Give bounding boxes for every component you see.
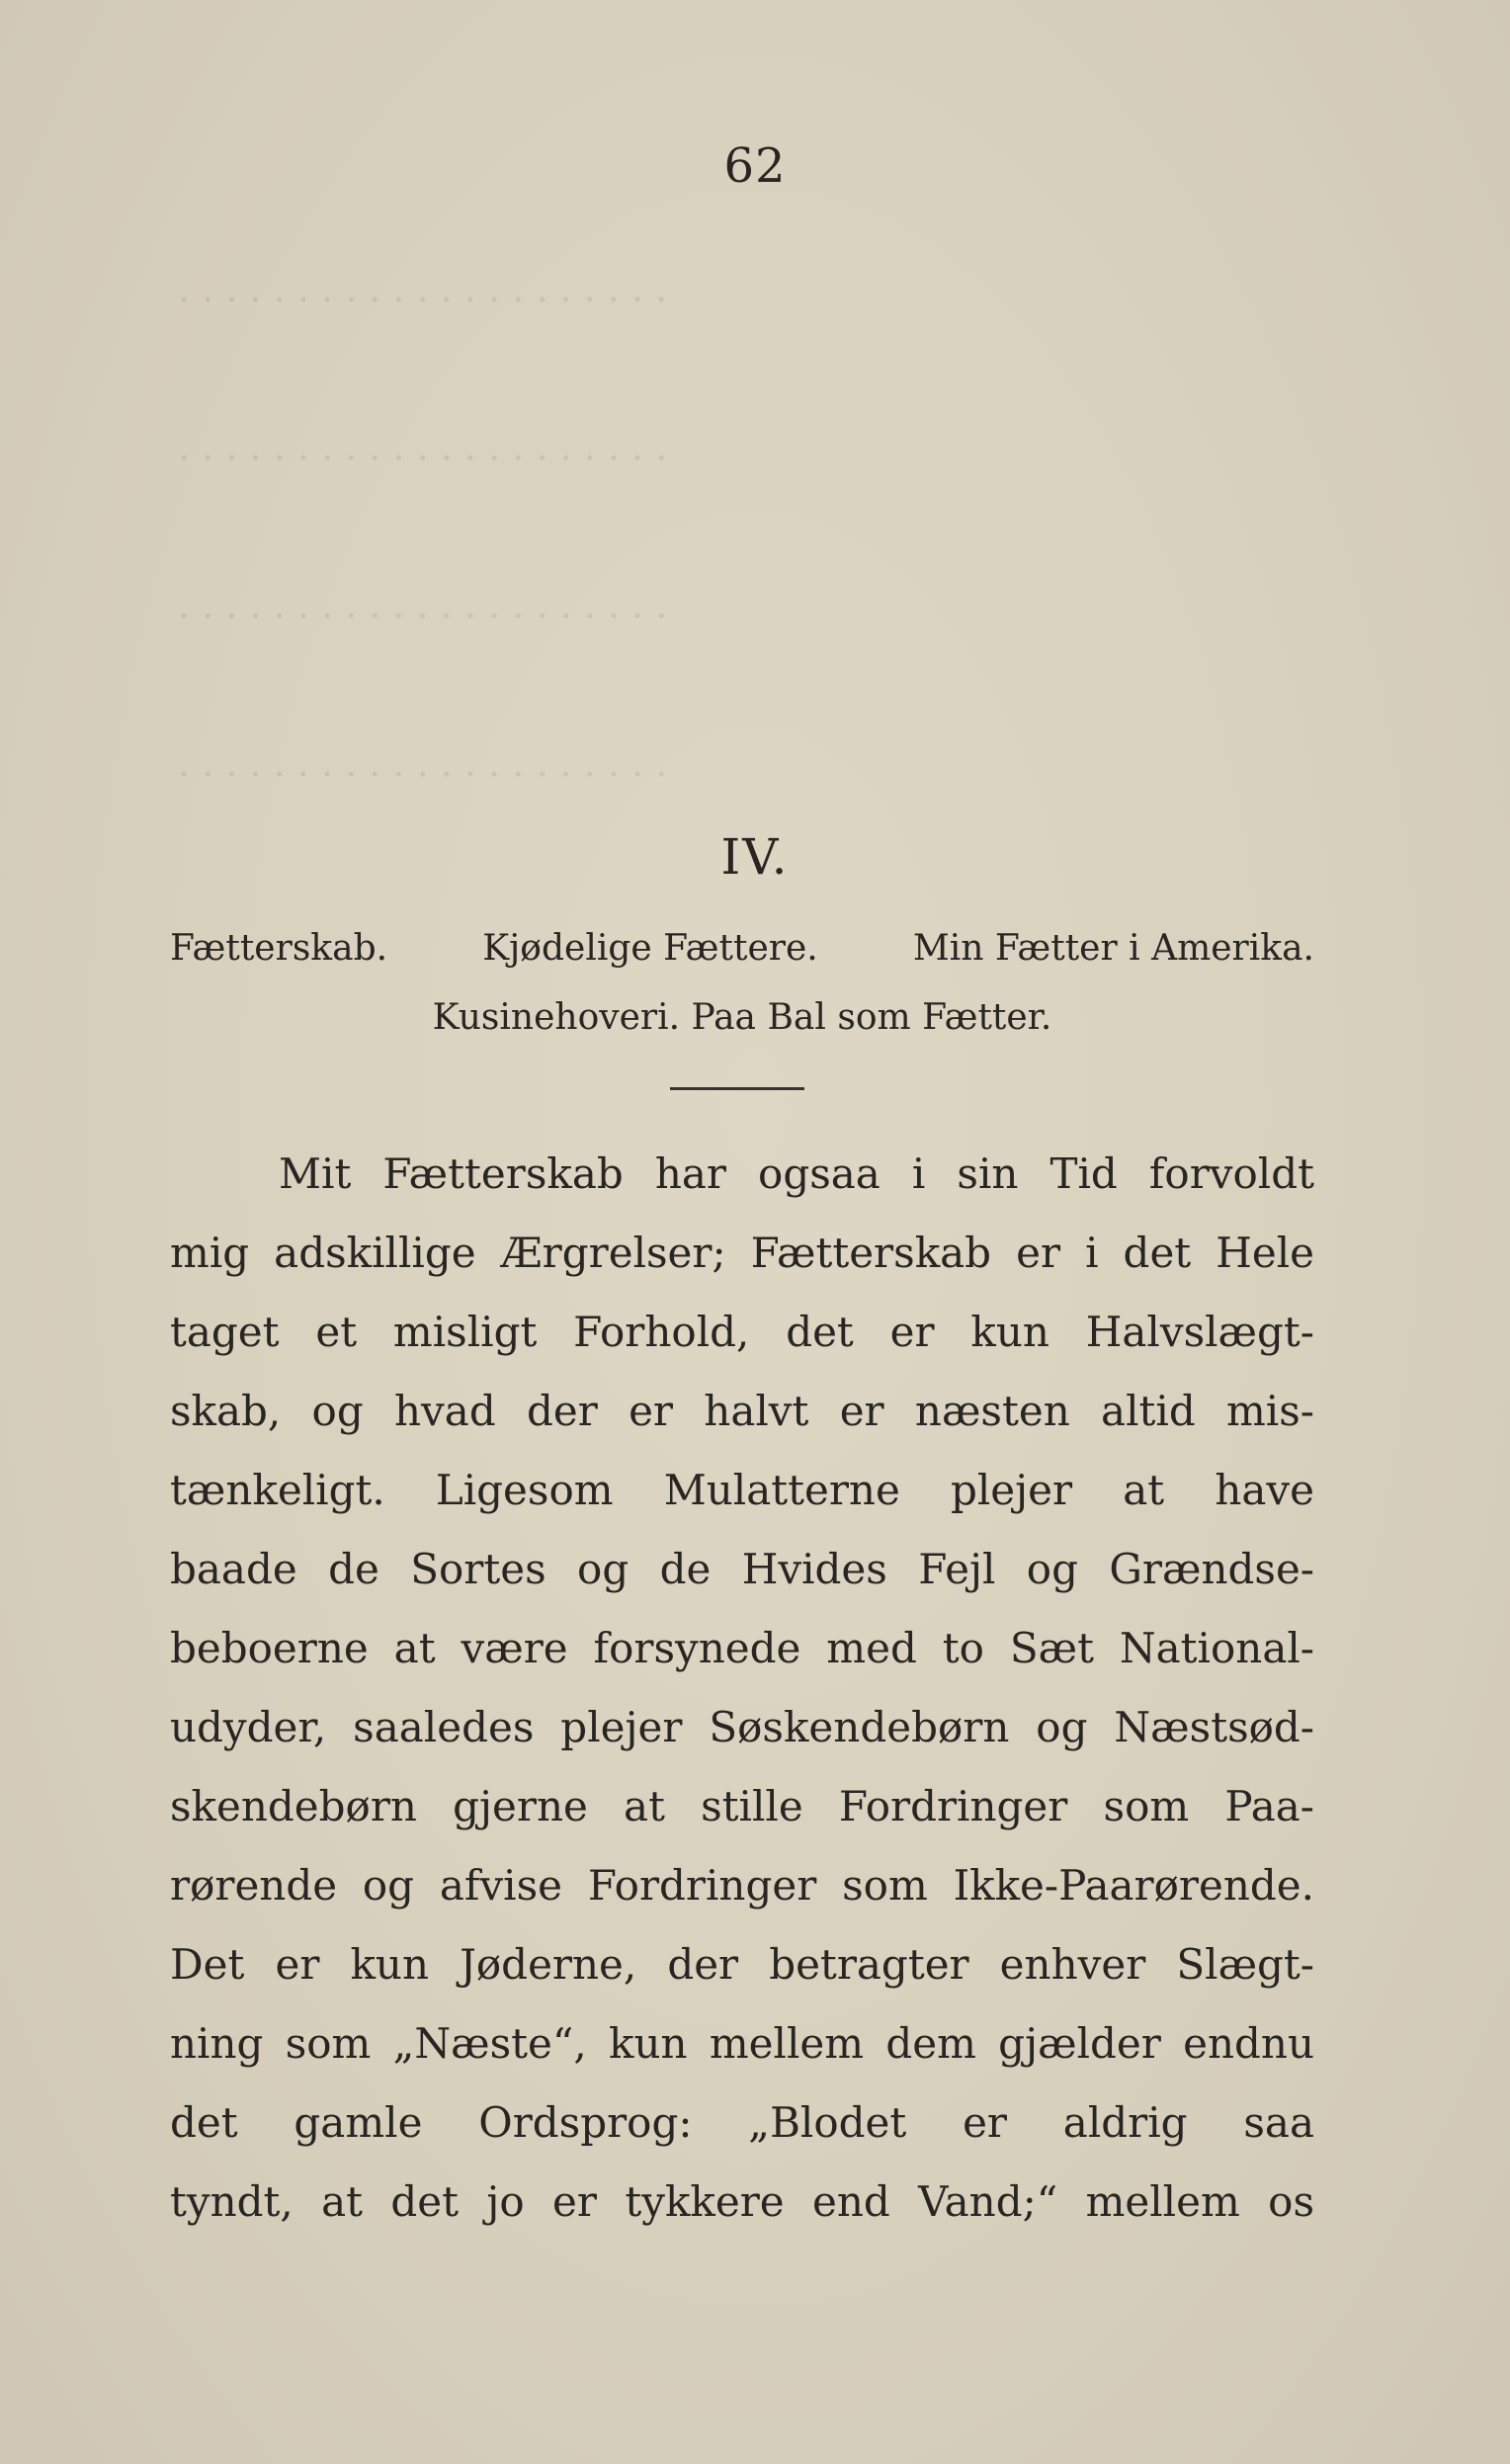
body-paragraph [170, 1135, 1314, 2242]
chapter-heading: IV. [720, 828, 790, 886]
bleed-through: . . . . . . . . . . . . . . . . . . . . . [178, 425, 668, 468]
text-line: tænkeligt. Ligesom Mulatterne plejer at have [170, 1466, 1314, 1514]
summary-item: Fætterskab. [170, 928, 388, 969]
text-line: skendebørn gjerne at stille Fordringer som Paa- [170, 1782, 1314, 1830]
text-line: ning som „Næste“, kun mellem dem gjælder endnu [170, 2019, 1314, 2068]
chapter-summary-line-1 [170, 928, 1314, 969]
text-line: baade de Sortes og de Hvides Fejl og Grændse- [170, 1545, 1314, 1593]
bleed-through: . . . . . . . . . . . . . . . . . . . . . [178, 267, 668, 310]
text-line: Det er kun Jøderne, der betragter enhver Slægt- [170, 1940, 1314, 1989]
summary-item: Min Fætter i Amerika. [912, 928, 1314, 969]
text-line: taget et misligt Forhold, det er kun Halvslægt- [170, 1308, 1314, 1356]
chapter-summary-line-2: Kusinehoveri. Paa Bal som Fætter. [432, 997, 1052, 1038]
page-number: 62 [723, 138, 787, 194]
bleed-through: . . . . . . . . . . . . . . . . . . . . . [178, 741, 668, 785]
text-line: beboerne at være forsynede med to Sæt National- [170, 1624, 1314, 1672]
text-line: det gamle Ordsprog: „Blodet er aldrig saa [170, 2098, 1314, 2147]
section-rule [670, 1087, 804, 1090]
text-line: udyder, saaledes plejer Søskendebørn og Næstsød- [170, 1703, 1314, 1751]
text-line: mig adskillige Ærgrelser; Fætterskab er i det Hele [170, 1229, 1314, 1277]
text-line: skab, og hvad der er halvt er næsten altid mis- [170, 1387, 1314, 1435]
bleed-through: . . . . . . . . . . . . . . . . . . . . . [178, 583, 668, 627]
text-line: tyndt, at det jo er tykkere end Vand;“ mellem os [170, 2177, 1314, 2226]
summary-item: Kjødelige Fættere. [482, 928, 818, 969]
text-line: rørende og afvise Fordringer som Ikke-Paarørende. [170, 1861, 1314, 1910]
text-line: Mit Fætterskab har ogsaa i sin Tid forvoldt [279, 1149, 1314, 1198]
